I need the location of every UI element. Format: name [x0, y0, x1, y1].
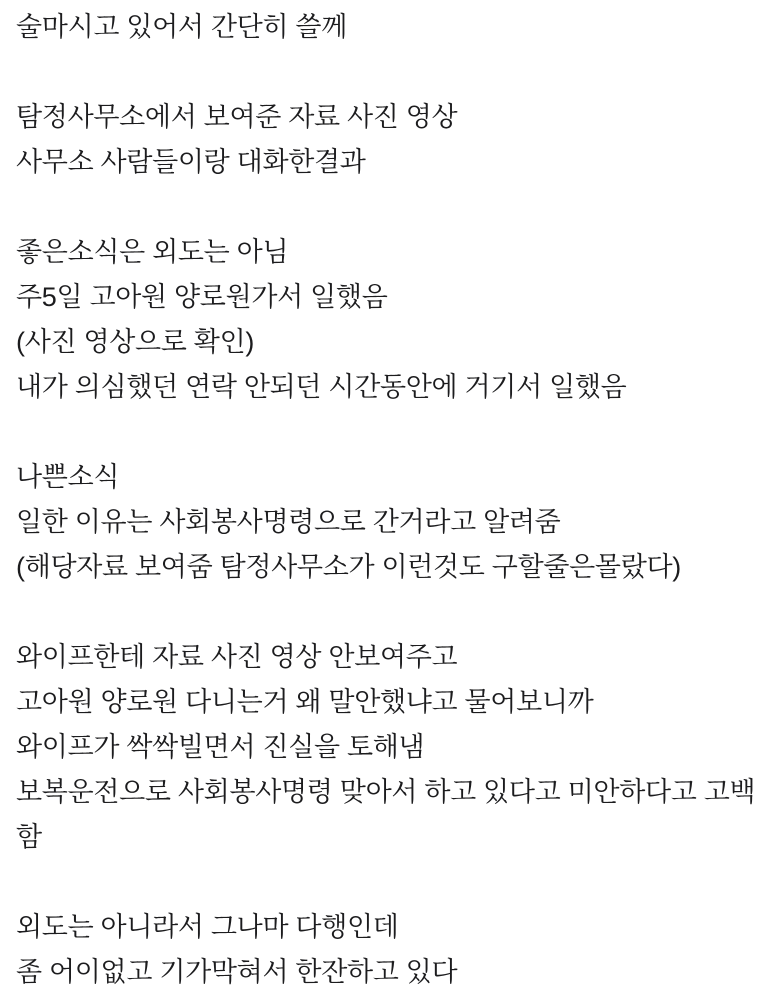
post-line: 일한 이유는 사회봉사명령으로 간거라고 알려줌	[16, 507, 561, 537]
post-line: (해당자료 보여줌 탐정사무소가 이런것도 구할줄은몰랐다)	[16, 552, 681, 582]
post-line: 와이프가 싹싹빌면서 진실을 토해냄	[16, 732, 425, 762]
post-line: 보복운전으로 사회봉사명령 맞아서 하고 있다고 미안하다고 고백	[16, 777, 756, 807]
post-paragraph-intro	[16, 5, 741, 50]
post-paragraph-closing	[16, 905, 741, 995]
post-line: 주5일 고아원 양로원가서 일했음	[16, 282, 388, 312]
post-line: 나쁜소식	[16, 462, 120, 492]
post-line: 술마시고 있어서 간단히 쓸께	[16, 12, 347, 42]
post-line: 내가 의심했던 연락 안되던 시간동안에 거기서 일했음	[16, 372, 627, 402]
post-line: 탐정사무소에서 보여준 자료 사진 영상	[16, 102, 458, 132]
post-line: (사진 영상으로 확인)	[16, 327, 255, 357]
post-line: 외도는 아니라서 그나마 다행인데	[16, 912, 399, 942]
post-paragraph-bad-news	[16, 455, 741, 590]
post-paragraph-confession	[16, 635, 756, 860]
post-line: 사무소 사람들이랑 대화한결과	[16, 147, 366, 177]
post-line: 함	[16, 822, 42, 852]
post-line: 와이프한테 자료 사진 영상 안보여주고	[16, 642, 458, 672]
post-line: 고아원 양로원 다니는거 왜 말안했냐고 물어보니까	[16, 687, 594, 717]
post-line: 좀 어이없고 기가막혀서 한잔하고 있다	[16, 957, 458, 987]
post-paragraph-good-news	[16, 230, 741, 410]
post-line: 좋은소식은 외도는 아님	[16, 237, 289, 267]
post-paragraph-agency	[16, 95, 741, 185]
